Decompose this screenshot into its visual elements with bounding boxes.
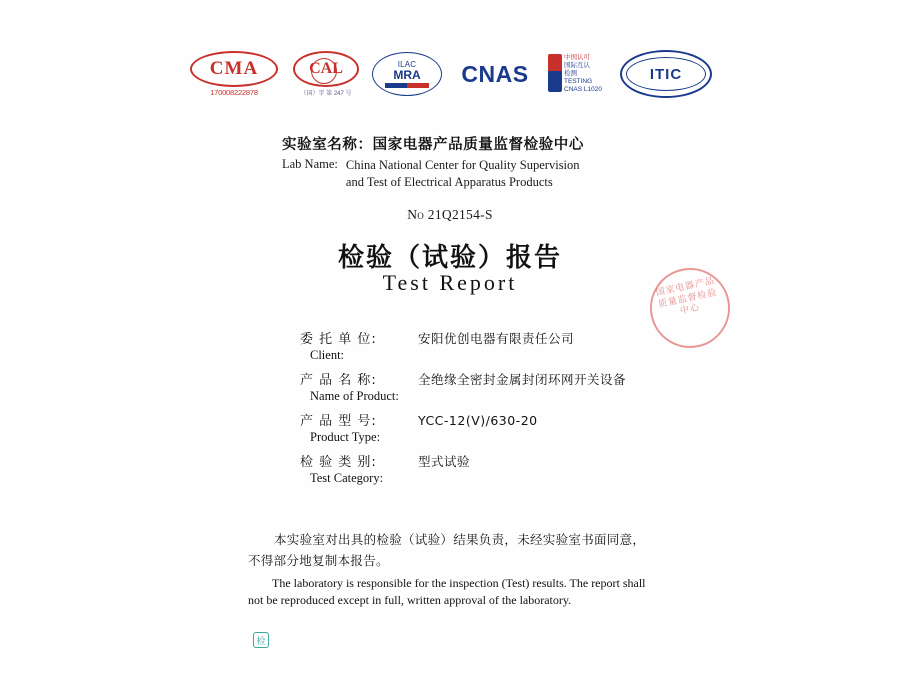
ilac-logo-bar [385, 83, 429, 88]
field-product-name [300, 369, 720, 404]
cnas-logo-text: CNAS [461, 60, 529, 87]
cnas-line-5: CNAS L1020 [564, 86, 602, 94]
cnas-line-4: TESTING [564, 78, 593, 86]
field-client-label-en: Client: [310, 348, 345, 362]
cma-logo [188, 49, 280, 99]
page-title-cn: 检验（试验）报告 [337, 243, 562, 273]
lab-name-en-row [282, 157, 742, 191]
cma-logo-text: CMA [190, 51, 278, 87]
lab-name-en-value [346, 157, 580, 191]
field-test-category-value: 型式试验 [418, 454, 471, 469]
ilac-mra-logo [372, 52, 442, 96]
cnas-accreditation-logo [548, 48, 610, 100]
cnas-line-2: 国际互认 [564, 61, 590, 69]
lab-name-en-line2: and Test of Electrical Apparatus Products [345, 174, 553, 189]
disclaimer-note-en-line1 [248, 575, 668, 592]
cal-logo-text [293, 51, 359, 87]
cma-logo-number: 170008222878 [210, 88, 258, 97]
page-title-en: Test Report [382, 270, 518, 295]
field-test-category-cn-row [300, 451, 720, 470]
page-stamp-icon: 检 [253, 632, 269, 648]
disclaimer-note-cn-line2: 不得部分地复制本报告。 [248, 552, 389, 568]
field-client [300, 328, 720, 363]
lab-name-cn: 实验室名称：国家电器产品质量监督检验中心 [282, 137, 584, 153]
field-product-type-label-en: Product Type: [310, 430, 381, 444]
field-product-type-value: YCC-12(V)/630-20 [418, 413, 538, 428]
disclaimer-note-cn [248, 530, 668, 571]
report-number-prefix: No [407, 207, 425, 222]
cal-inner-circle-icon [311, 58, 337, 84]
field-product-name-cn-row [300, 369, 720, 388]
disclaimer-note-en [248, 575, 668, 610]
lab-name-en-line1: China National Center for Quality Supervision [345, 158, 580, 172]
cnas-accreditation-mark-icon [548, 54, 562, 92]
field-product-type-cn-row [300, 410, 720, 429]
field-product-name-label-en: Name of Product: [310, 389, 399, 403]
field-client-cn-row [300, 328, 720, 347]
ilac-logo-main-text: MRA [393, 68, 421, 83]
report-number [0, 207, 900, 223]
field-product-name-label-cn: 产 品 名 称: [300, 373, 377, 388]
field-test-category-label-en: Test Category: [310, 471, 384, 485]
certification-logo-strip [0, 48, 900, 100]
disclaimer-note-en-line2: not be reproduced except in full, written approval of the laboratory. [248, 593, 572, 608]
cnas-line-1: 中国认可 [564, 53, 590, 61]
cal-logo-label: CAL [309, 60, 343, 77]
lab-name-en-label: Lab Name: [282, 157, 338, 171]
itic-logo-text: ITIC [626, 57, 706, 91]
report-number-value: 21Q2154-S [427, 207, 493, 222]
cnas-logo [452, 51, 538, 97]
disclaimer-note-cn-line1-text: 本实验室对出具的检验（试验）结果负责，未经实验室书面同意， [274, 532, 646, 547]
field-test-category-label-cn: 检 验 类 别: [300, 455, 377, 470]
disclaimer-note-en-line1-text: The laboratory is responsible for the inspection (Test) results. The report shall [272, 576, 646, 590]
cnas-line-3: 检测 [564, 69, 577, 77]
lab-name-block [282, 133, 742, 191]
field-product-type [300, 410, 720, 445]
report-fields [300, 328, 720, 492]
field-client-label-cn: 委 托 单 位: [300, 332, 377, 347]
official-seal-text: 国家电器产品质量监督检验中心 [654, 276, 719, 318]
field-client-value: 安阳优创电器有限责任公司 [418, 331, 575, 346]
cal-logo-number: （国）字 第 247 号 [300, 91, 352, 97]
field-product-name-value: 全绝缘全密封金属封闭环网开关设备 [418, 372, 627, 387]
cal-logo [290, 49, 362, 99]
itic-logo [620, 50, 712, 98]
ilac-logo-top-text: ILAC [397, 60, 417, 70]
field-test-category [300, 451, 720, 486]
field-product-type-label-cn: 产 品 型 号: [300, 414, 377, 429]
disclaimer-note-cn-line1 [248, 530, 668, 551]
